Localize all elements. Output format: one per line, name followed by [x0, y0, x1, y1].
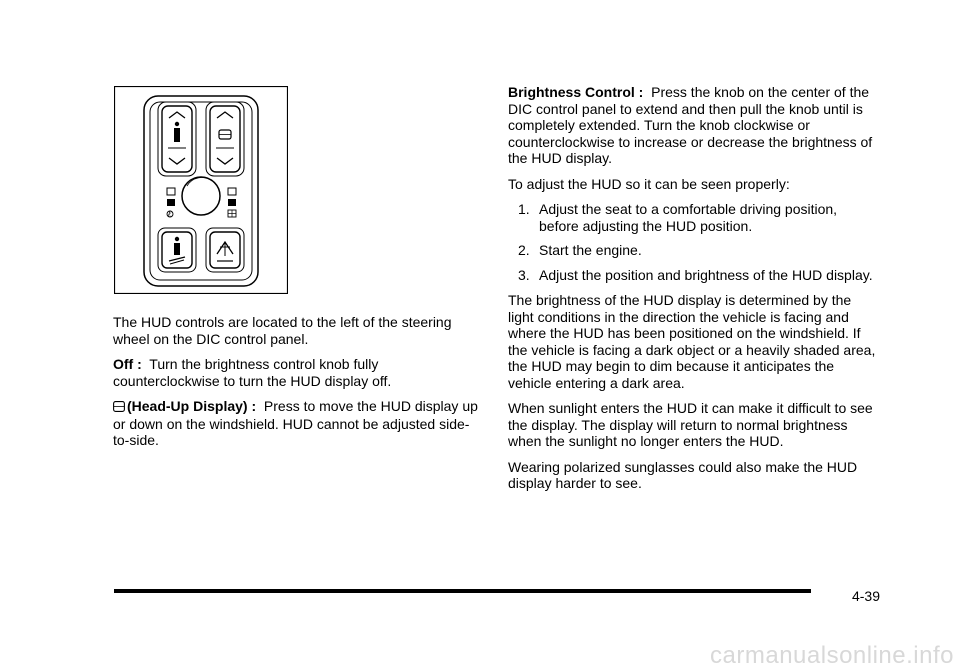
hud-text: Press to move the HUD display up or down on the windshield. HUD cannot be adjusted side-to-side. [113, 398, 478, 448]
adjust-intro: To adjust the HUD so it can be seen properly: [508, 175, 790, 192]
sunlight-paragraph: When sunlight enters the HUD it can make it difficult to see the display. The display will return to normal brightness when the sunlight no longer enters the HUD. [508, 400, 873, 449]
hud-paragraph [113, 398, 485, 449]
brightness-conditions-paragraph: The brightness of the HUD display is determined by the light conditions in the direction the vehicle is facing and where the HUD has been positioned on the windshield. If the vehicle is facing a dark object or a heavily shaded area, the HUD may begin to dim because it anticipates the vehicle entering a dark area. [508, 292, 876, 391]
off-label: Off : [113, 356, 142, 372]
list-item [508, 201, 880, 234]
dic-control-panel-figure [114, 86, 288, 294]
hud-label: (Head-Up Display) : [127, 398, 257, 414]
list-item [508, 267, 880, 284]
hud-display-icon [113, 399, 125, 416]
step-text: Adjust the seat to a comfortable driving position, before adjusting the HUD position. [539, 201, 838, 234]
step-number: 2. [518, 242, 530, 258]
adjust-steps-list [508, 201, 880, 283]
customize-button [206, 228, 244, 272]
list-item [508, 242, 880, 259]
step-text: Adjust the position and brightness of the HUD display. [539, 266, 873, 283]
brightness-label: Brightness Control : [508, 84, 644, 100]
info-trip-button [158, 228, 196, 272]
off-paragraph [113, 356, 485, 389]
watermark: carmanualsonline.info [710, 642, 954, 669]
hud-rocker-button [206, 102, 244, 176]
step-text: Start the engine. [539, 242, 642, 258]
right-column [508, 84, 880, 501]
step-number: 3. [518, 266, 530, 283]
sunglasses-paragraph: Wearing polarized sunglasses could also make the HUD display harder to see. [508, 458, 858, 491]
info-rocker-button [158, 102, 196, 176]
brightness-knob [182, 177, 220, 215]
brightness-paragraph [508, 84, 880, 167]
brightness-text: Press the knob on the center of the DIC control panel to extend and then pull the knob until is completely extended. Turn the knob clockwise or counterclockwise to increase or decrease the brightness of the HUD display. [508, 84, 873, 166]
step-number: 1. [518, 201, 530, 217]
page-number: 4-39 [851, 588, 880, 604]
left-column [113, 314, 485, 458]
svg-text:ℓ: ℓ [168, 209, 171, 219]
hud-controls-intro: The HUD controls are located to the left of the steering wheel on the DIC control panel. [113, 314, 452, 347]
footer-rule [114, 589, 811, 593]
off-text: Turn the brightness control knob fully counterclockwise to turn the HUD display off. [113, 356, 392, 389]
